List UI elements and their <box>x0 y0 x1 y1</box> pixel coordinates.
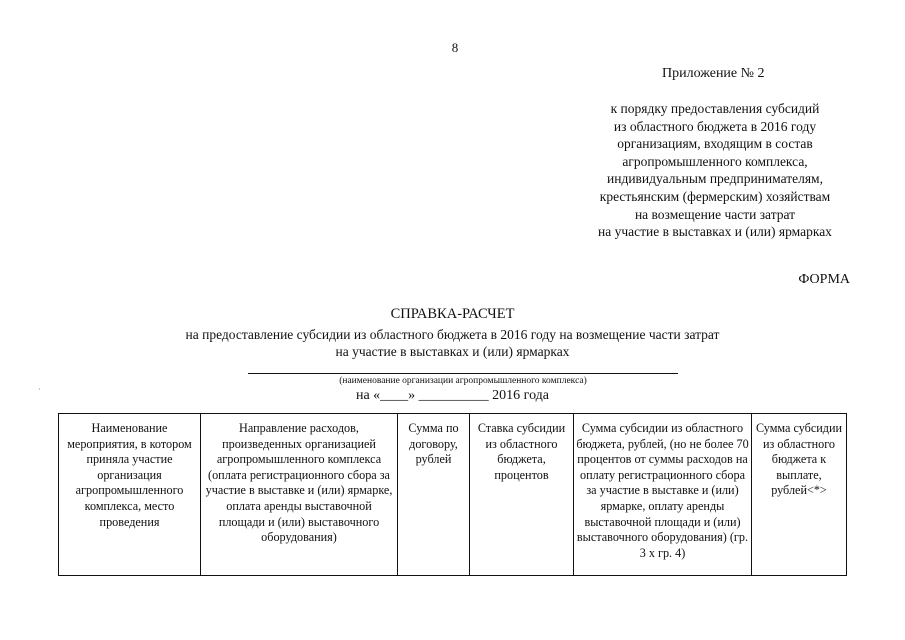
form-label: ФОРМА <box>798 272 850 287</box>
header-subsidy-rate: Ставка субсидии из областного бюджета, процентов <box>470 414 574 576</box>
header-contract-sum: Сумма по договору, рублей <box>398 414 470 576</box>
appendix-line: организациям, входящим в состав <box>617 136 813 152</box>
appendix-line: крестьянским (фермерским) хозяйствам <box>599 188 831 204</box>
document-subtitle <box>0 326 905 360</box>
organization-name-caption: (наименование организации агропромышленного комплекса) <box>339 376 587 386</box>
appendix-line: к порядку предоставления субсидий <box>610 101 820 116</box>
subtitle-line: на участие в выставках и (или) ярмарках <box>335 344 570 359</box>
appendix-description <box>580 100 850 241</box>
appendix-line: индивидуальным предпринимателям, <box>607 171 823 187</box>
header-event-name: Наименование мероприятия, в котором приняла участие организация агропромышленного комплекса, место проведения <box>59 414 201 576</box>
document-title: СПРАВКА-РАСЧЕТ <box>390 306 515 322</box>
appendix-line: агропромышленного комплекса, <box>622 153 808 169</box>
appendix-line: из областного бюджета в 2016 году <box>613 118 817 134</box>
header-subsidy-sum: Сумма субсидии из областного бюджета, рублей, (но не более 70 процентов от суммы расходов на оплату регистрационного сбора за участие в выставке и (или) ярмарке, оплату аренды выставочной площади и (или) выставочного оборудования) (гр. 3 х гр. 4) <box>574 414 752 576</box>
date-line: на «____» __________ 2016 года <box>355 388 550 403</box>
appendix-title: Приложение № 2 <box>662 66 765 81</box>
calculation-table <box>58 413 847 576</box>
header-expense-direction: Направление расходов, произведенных организацией агропромышленного комплекса (оплата регистрационного сбора за участие в выставке и (или) ярмарке, оплата аренды выставочной площади и (или) выставочного оборудования) <box>201 414 398 576</box>
subtitle-line: на предоставление субсидии из областного бюджета в 2016 году на возмещение части затрат <box>185 327 720 342</box>
table-header-row <box>59 414 847 576</box>
page-number: 8 <box>451 40 459 55</box>
appendix-line: на возмещение части затрат <box>634 206 796 222</box>
appendix-line: на участие в выставках и (или) ярмарках <box>598 224 832 240</box>
scan-artifact: · <box>38 385 41 394</box>
header-subsidy-payable: Сумма субсидии из областного бюджета к выплате, рублей<*> <box>752 414 847 576</box>
organization-name-line <box>248 373 678 374</box>
